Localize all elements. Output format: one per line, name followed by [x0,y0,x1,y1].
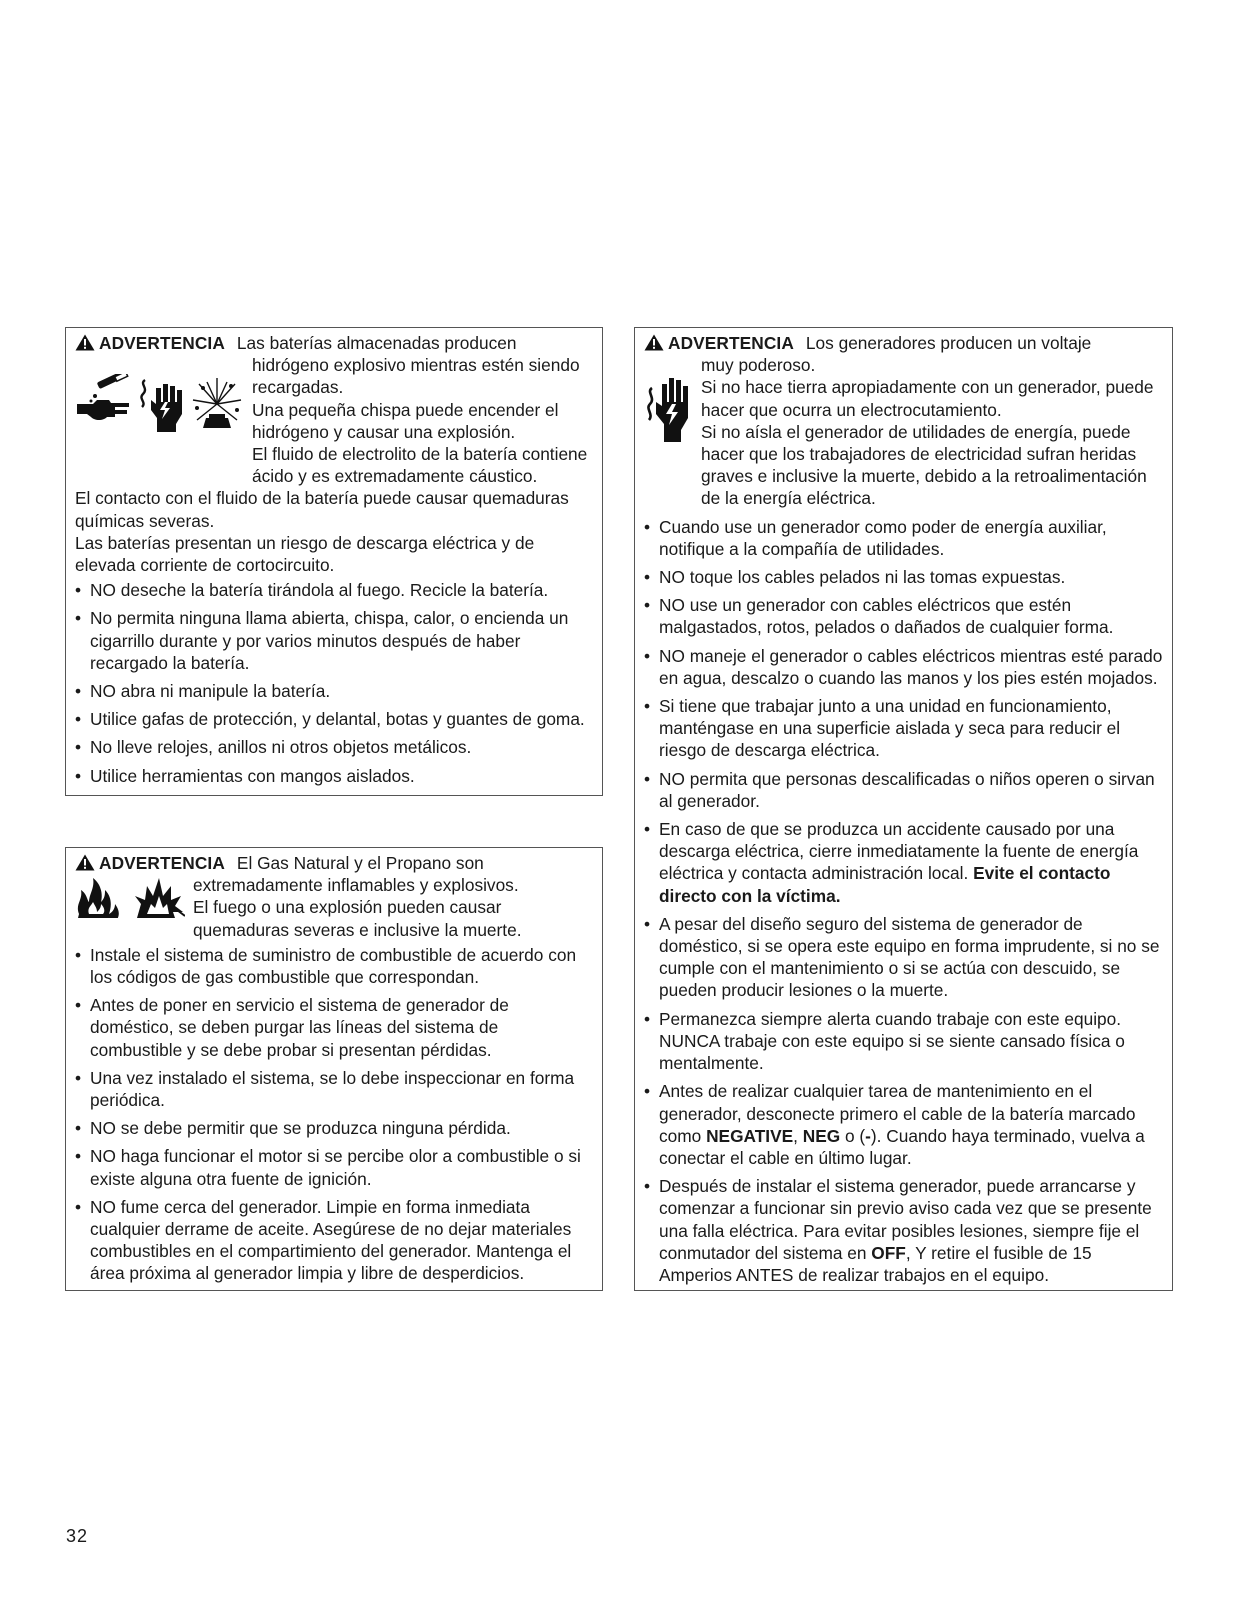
intro-line: graves e inclusive la muerte, debido a la retroalimentación [701,466,1147,487]
explosion-icon [189,374,245,430]
bullet-item: • Utilice herramientas con mangos aislados. [75,765,594,787]
intro-line: de la energía eléctrica. [701,488,876,509]
intro-line: muy poderoso. [701,355,816,376]
bullet-list [75,579,594,787]
bullet-text: Antes de realizar cualquier tarea de mantenimiento en el generador, desconecte primero el cable de la batería marcado como [659,1081,1136,1146]
bullet-item: • Antes de poner en servicio el sistema de generador de doméstico, se deben purgar las líneas del sistema de combustible y se debe probar si presentan pérdidas. [75,994,594,1061]
bullet-item: • NO se debe permitir que se produzca ninguna pérdida. [75,1117,594,1139]
bullet-item: • No lleve relojes, anillos ni otros objetos metálicos. [75,736,594,758]
bullet-bold-text: NEGATIVE [706,1125,794,1146]
fire-icon [75,874,127,918]
bullet-item-maintenance [644,1080,1164,1169]
bullet-item: • Utilice gafas de protección, y delantal, botas y guantes de goma. [75,708,594,730]
bullet-item: • Si tiene que trabajar junto a una unidad en funcionamiento, manténgase en una superficie aislada y seca para reducir el riesgo de descarga eléctrica. [644,695,1164,762]
bullet-item-accident [644,818,1164,907]
bullet-text: ). Cuando haya terminado, vuelva a conectar el cable en último lugar. [659,1125,1145,1168]
warning-headline: El Gas Natural y el Propano son [236,853,484,873]
bullet-text: En caso de que se produzca un accidente causado por una descarga eléctrica, cierre inmediatamente la fuente de energía eléctrica y contacta administración local. [659,819,1139,884]
intro-line: hidrógeno y causar una explosión. [252,421,516,442]
warning-heading [75,332,594,354]
warning-box-voltage [634,327,1173,1291]
intro-line: El fuego o una explosión pueden causar [193,897,502,918]
acid-corrosion-icon [75,374,135,424]
bullet-item: • NO maneje el generador o cables eléctricos mientras esté parado en agua, descalzo o cuando las manos y los pies estén mojados. [644,645,1164,689]
bullet-item: • No permita ninguna llama abierta, chispa, calor, o encienda un cigarrillo durante y por varios minutos después de haber recargado la batería. [75,607,594,674]
intro-line: hacer que los trabajadores de electricidad sufran heridas [701,444,1137,465]
bullet-text: Después de instalar el sistema generador, puede arrancarse y comenzar a funcionar sin previo aviso cada vez que se presente una falla eléctrica. Para evitar posibles lesiones, siempre fije el conmutador del sistema en [659,1176,1152,1263]
bullet-item: • Cuando use un generador como poder de energía auxiliar, notifique a la compañía de utilidades. [644,516,1164,560]
warning-headline: Las baterías almacenadas producen [236,333,517,353]
electric-shock-hand-icon [644,360,694,444]
bullet-item: • NO abra ni manipule la batería. [75,680,594,702]
intro-line: ácido y es extremadamente cáustico. [252,466,538,487]
bullet-bold-text: - [865,1125,871,1146]
warning-heading [644,332,1164,354]
warning-label: ADVERTENCIA [668,333,794,353]
warning-triangle-icon [75,334,95,351]
bullet-item: • Instale el sistema de suministro de combustible de acuerdo con los códigos de gas combustible que correspondan. [75,944,594,988]
bullet-text: , Y retire el fusible de 15 Amperios ANTES de realizar trabajos en el equipo. [659,1242,1092,1285]
intro-line: quemaduras severas e inclusive la muerte. [193,919,522,940]
warning-triangle-icon [644,334,664,351]
bullet-text: , [793,1125,803,1146]
warning-heading [75,852,594,874]
hazard-icons [75,354,252,487]
bullet-item: • NO use un generador con cables eléctricos que estén malgastados, rotos, pelados o dañados de cualquier forma. [644,594,1164,638]
bullet-item: • NO toque los cables pelados ni las tomas expuestas. [644,566,1164,588]
bullet-text: o ( [840,1125,866,1146]
intro-line: El fluido de electrolito de la batería contiene [252,444,588,465]
bullet-bold-text: OFF [871,1242,906,1263]
intro-line: Si no aísla el generador de utilidades de energía, puede [701,421,1131,442]
intro-line: hidrógeno explosivo mientras estén siendo [252,355,580,376]
bullet-item: • NO fume cerca del generador. Limpie en forma inmediata cualquier derrame de aceite. Asegúrese de no dejar materiales combustibles en el compartimiento del generador. Mantenga el área próxima al generador limpia y libre de desperdicios. [75,1196,594,1285]
intro-line: recargadas. [252,377,344,398]
bullet-list [75,944,594,1285]
explosion-icon [133,874,185,922]
page-number: 32 [66,1526,89,1546]
bullet-item-restart [644,1175,1164,1286]
warning-label: ADVERTENCIA [99,333,225,353]
bullet-bold-text: Evite el contacto directo con la víctima. [659,863,1111,906]
intro-line: hacer que ocurra un electrocutamiento. [701,399,1002,420]
hazard-icons [644,354,701,509]
intro-line: Una pequeña chispa puede encender el [252,399,559,420]
bullet-item: • Una vez instalado el sistema, se lo debe inspeccionar en forma periódica. [75,1067,594,1111]
warning-box-gas [65,847,603,1291]
hazard-icons [75,874,193,941]
warning-label: ADVERTENCIA [99,853,225,873]
intro-line: Si no hace tierra apropiadamente con un generador, puede [701,377,1154,398]
warning-paragraph: El contacto con el fluido de la batería puede causar quemaduras químicas severas. [75,488,569,531]
bullet-item: • NO deseche la batería tirándola al fuego. Recicle la batería. [75,579,594,601]
warning-paragraph: Las baterías presentan un riesgo de descarga eléctrica y de elevada corriente de cortocircuito. [75,532,535,576]
bullet-item: • NO permita que personas descalificadas o niños operen o sirvan al generador. [644,768,1164,812]
warning-headline: Los generadores producen un voltaje [805,333,1092,353]
bullet-bold-text: NEG [802,1125,841,1146]
electric-hand-icon [139,374,187,434]
warning-triangle-icon [75,854,95,871]
bullet-list [644,516,1164,1287]
bullet-item: • Permanezca siempre alerta cuando trabaje con este equipo. NUNCA trabaje con este equipo si se siente cansado física o mentalmente. [644,1008,1164,1075]
warning-box-battery [65,327,603,796]
bullet-item: • A pesar del diseño seguro del sistema de generador de doméstico, si se opera este equipo en forma imprudente, si no se cumple con el mantenimiento o si se actúa con descuido, se pueden producir lesiones o la muerte. [644,913,1164,1002]
intro-line: extremadamente inflamables y explosivos. [193,875,519,896]
bullet-item: • NO haga funcionar el motor si se percibe olor a combustible o si existe alguna otra fuente de ignición. [75,1145,594,1189]
